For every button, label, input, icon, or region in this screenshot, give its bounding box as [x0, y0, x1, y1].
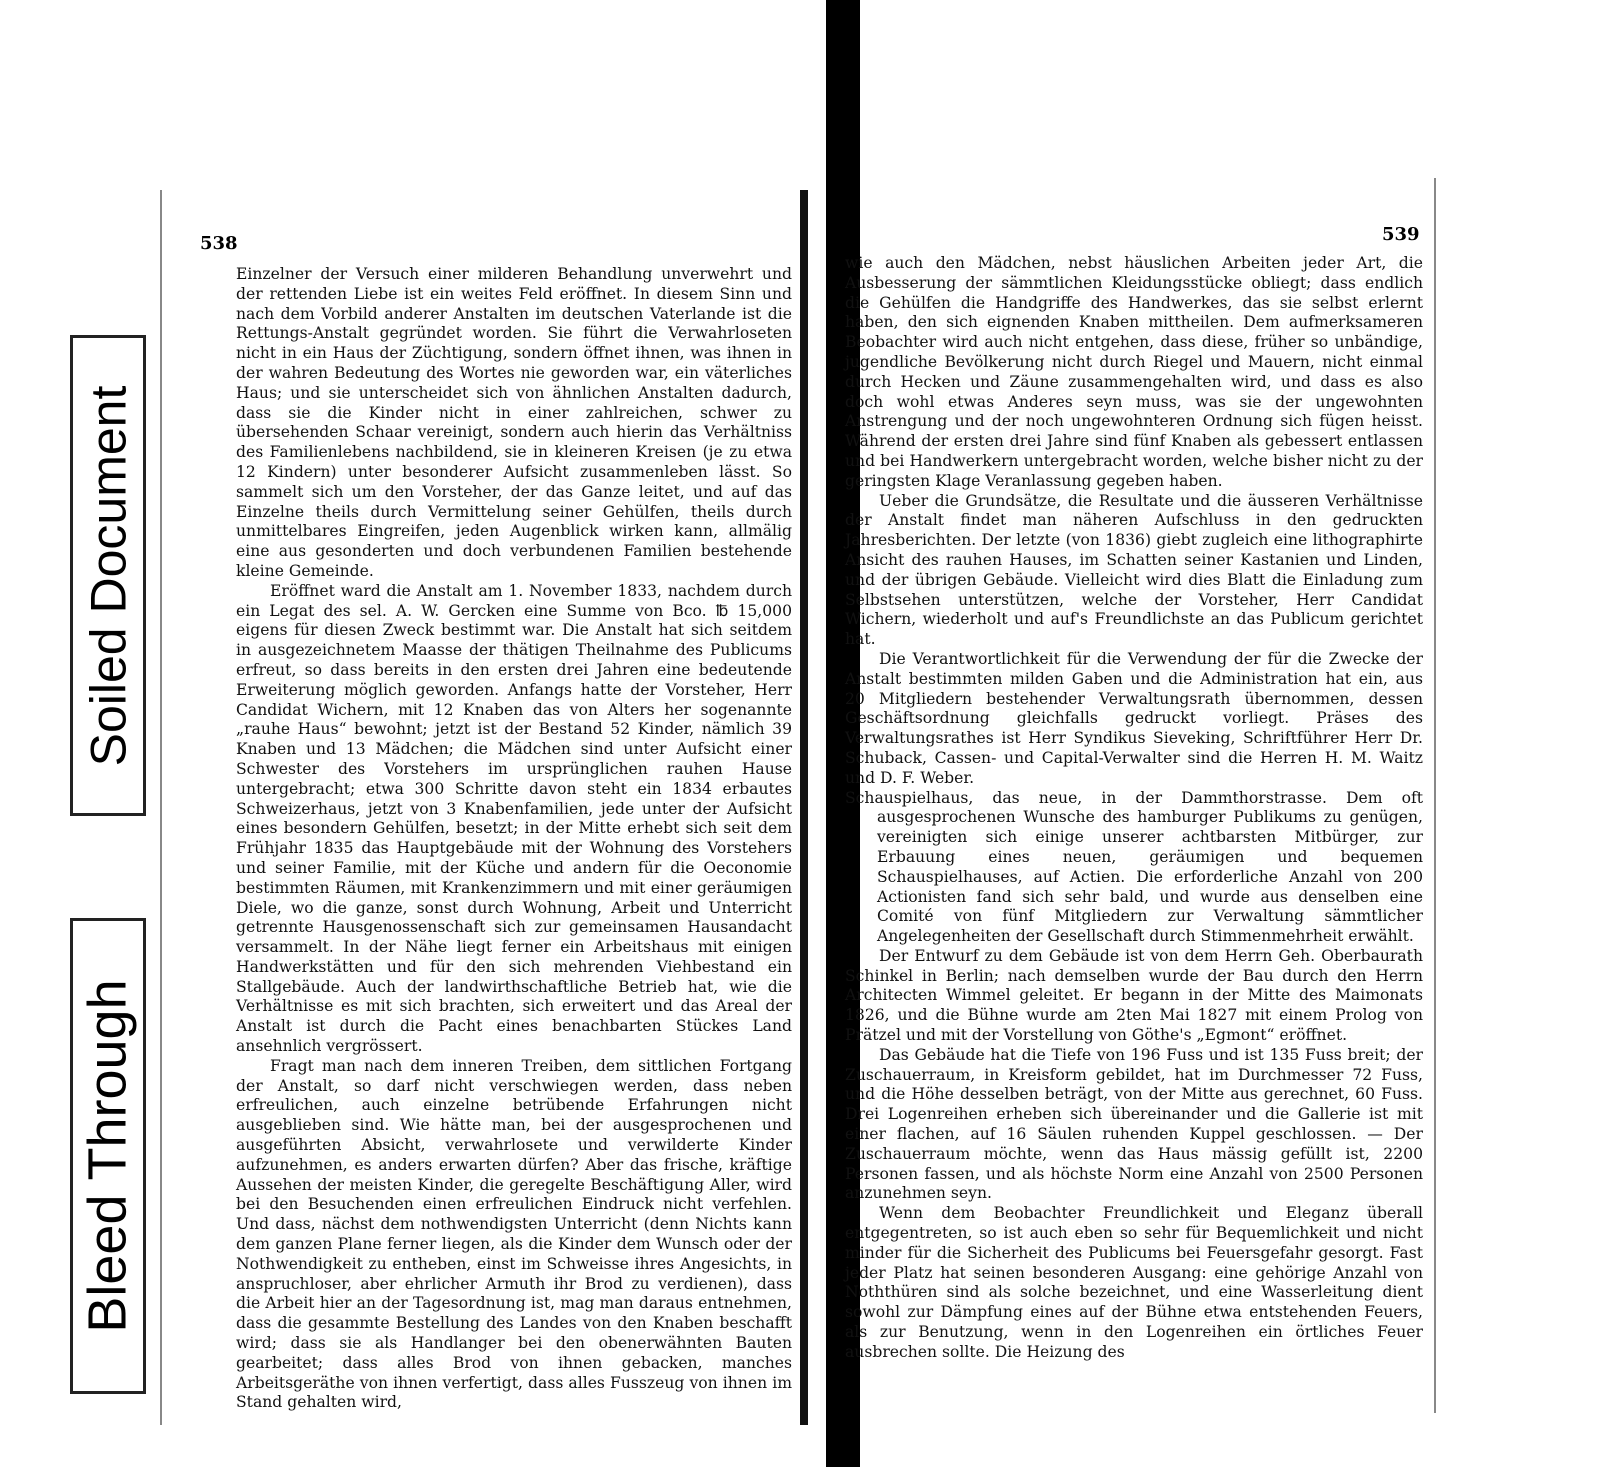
paragraph: Einzelner der Versuch einer milderen Behandlung unverwehrt und der rettenden Liebe ist ein weites Feld eröffnet. In diesem Sinn und nach dem Vorbild anderer Anstalten im deutschen Vaterlande ist die Rettungs-Anstalt gegründet worden. Sie führt die Verwahrloseten nicht in ein Haus der Züchtigung, sondern öffnet ihnen, was ihnen in der wahren Bedeutung des Wortes nie geworden war, ein väterliches Haus; und sie unterscheidet sich von ähnlichen Anstalten dadurch, dass sie die Kinder nicht in einer zahlreichen, schwer zu übersehenden Schaar vereinigt, sondern auch hierin das Verhältniss des Familienlebens nachbildend, sie in kleineren Kreisen (je zu etwa 12 Kindern) unter besonderer Aufsicht zusammenleben lässt. So sammelt sich um den Vorsteher, der das Ganze leitet, und auf das Einzelne theils durch Vermittelung seiner Gehülfen, theils durch unmittelbares Eingreifen, jeden Augenblick wirken kann, allmälig eine aus gesonderten und doch verbundenen Familien bestehende kleine Gemeinde.	[236, 265, 792, 580]
paragraph: Schauspielhaus, das neue, in der Dammthorstrasse. Dem oft ausgesprochenen Wunsche des hamburger Publikums zu genügen, vereinigten sich einige unserer achtbarsten Mitbürger, zur Erbauung eines neuen, geräumigen und bequemen Schauspielhauses, auf Actien. Die erforderliche Anzahl von 200 Actionisten fand sich sehr bald, und wurde aus denselben eine Comité von fünf Mitgliedern zur Verwaltung sämmtlicher Angelegenheiten der Gesellschaft durch Stimmenmehrheit erwählt.	[845, 788, 1423, 946]
paragraph: Eröffnet ward die Anstalt am 1. November 1833, nachdem durch ein Legat des sel. A. W. Gercken eine Summe von Bco. ℔ 15,000 eigens für diesen Zweck bestimmt war. Die Anstalt hat sich seitdem in ausgezeichnetem Maasse der thätigen Theilnahme des Publicums erfreut, so dass bereits in den ersten drei Jahren eine bedeutende Erweiterung möglich geworden. Anfangs hatte der Vorsteher, Herr Candidat Wichern, mit 12 Knaben das von Alters her sogenannte „rauhe Haus“ bewohnt; jetzt ist der Bestand 52 Kinder, nämlich 39 Knaben und 13 Mädchen; die Mädchen sind unter Aufsicht einer Schwester des Vorstehers im ursprünglichen rauhen Hause untergebracht; etwa 300 Schritte davon steht ein 1834 erbautes Schweizerhaus, jetzt von 3 Knabenfamilien, jede unter der Aufsicht eines besondern Gehülfen, besetzt; in der Mitte erhebt sich seit dem Frühjahr 1835 das Hauptgebäude mit der Wohnung des Vorstehers und seiner Familie, mit der Küche und andern für die Oeconomie bestimmten Räumen, mit Krankenzimmern und mit einer geräumigen Diele, wo die ganze, sonst durch Wohnung, Arbeit und Unterricht getrennte Hausgenossenschaft sich zur gemeinsamen Hausandacht versammelt. In der Nähe liegt ferner ein Arbeitshaus mit einigen Handwerkstätten und für den sich mehrenden Viehbestand ein Stallgebäude. Auch der landwirthschaftliche Betrieb hat, wie die Verhältnisse es mit sich brachten, sich erweitert und das Areal der Anstalt ist durch die Pacht eines benachbarten Stückes Land ansehnlich vergrössert.	[236, 581, 792, 1056]
paragraph: Das Gebäude hat die Tiefe von 196 Fuss und ist 135 Fuss breit; der Zuschauerraum, in Kreisform gebildet, hat im Durchmesser 72 Fuss, und die Höhe desselben beträgt, von der Mitte aus gerechnet, 60 Fuss. Drei Logenreihen erheben sich übereinander und die Gallerie ist mit einer flachen, auf 16 Säulen ruhenden Kuppel geschlossen. — Der Zuschauerraum möchte, wenn das Haus mässig gefüllt ist, 2200 Personen fassen, und als höchste Norm eine Anzahl von 2500 Personen anzunehmen seyn.	[845, 1045, 1423, 1203]
soiled-document-label	[70, 335, 146, 816]
paragraph: Die Verantwortlichkeit für die Verwendung der für die Zwecke der Anstalt bestimmten milden Gaben und die Administration hat ein, aus 20 Mitgliedern bestehender Verwaltungsrath übernommen, dessen Geschäftsordnung gleichfalls gedruckt vorliegt. Präses des Verwaltungsrathes ist Herr Syndikus Sieveking, Schriftführer Herr Dr. Schuback, Cassen- und Capital-Verwalter sind die Herren H. M. Waitz und D. F. Weber.	[845, 649, 1423, 787]
left-page-number: 538	[200, 233, 238, 254]
right-page-text	[845, 254, 1423, 1363]
paragraph: Wenn dem Beobachter Freundlichkeit und Eleganz überall entgegentreten, so ist auch eben so sehr für Bequemlichkeit und nicht minder für die Sicherheit des Publicums bei Feuersgefahr gesorgt. Fast jeder Platz hat seinen besonderen Ausgang: eine gehörige Anzahl von Noththüren sind als solche bezeichnet, und eine Wasserleitung dient sowohl zur Dämpfung eines auf der Bühne etwa entstehenden Feuers, als zur Benutzung, wenn in den Logenreihen ein örtliches Feuer ausbrechen sollte. Die Heizung des	[845, 1204, 1423, 1361]
bleed-through-label	[70, 918, 146, 1394]
right-page-number: 539	[1382, 224, 1420, 245]
paragraph: Fragt man nach dem inneren Treiben, dem sittlichen Fortgang der Anstalt, so darf nicht verschwiegen werden, dass neben erfreulichen, auch einzelne betrübende Erfahrungen nicht ausgeblieben sind. Wie hätte man, bei der ausgesprochenen und ausgeführten Absicht, verwahrlosete und verwilderte Kinder aufzunehmen, es anders erwarten dürfen? Aber das frische, kräftige Aussehen der meisten Kinder, die geregelte Beschäftigung Aller, wird bei den Besuchenden einen erfreulichen Eindruck nicht verfehlen. Und dass, nächst dem nothwendigsten Unterricht (denn Nichts kann dem ganzen Plane ferner liegen, als die Kinder dem Wunsch oder der Nothwendigkeit zu entheben, einst im Schweisse ihres Angesichts, in anspruchloser, aber ehrlicher Armuth ihr Brod zu verdienen), dass die Arbeit hier an der Tagesordnung ist, mag man daraus entnehmen, dass die gesammte Bestellung des Landes von den Knaben beschafft wird; dass sie als Handlanger bei den obenerwähnten Bauten gearbeitet; dass alles Brod von ihnen gebacken, manches Arbeitsgeräthe von ihnen verfertigt, dass alles Fusszeug von ihnen im Stand gehalten wird,	[236, 1056, 792, 1412]
left-page-edge	[800, 190, 808, 1425]
soiled-document-text: Soiled Document	[80, 385, 137, 766]
bleed-through-text: Bleed Through	[78, 979, 138, 1333]
paragraph: wie auch den Mädchen, nebst häuslichen Arbeiten jeder Art, die Ausbesserung der sämmtlichen Kleidungsstücke obliegt; dass endlich die Gehülfen die Handgriffe des Handwerkes, das sie selbst erlernt haben, den sich eignenden Knaben mittheilen. Dem aufmerksameren Beobachter wird auch nicht entgehen, dass diese, früher so unbändige, jugendliche Bevölkerung nicht durch Riegel und Mauern, nicht einmal durch Hecken und Zäune zusammengehalten wird, und dass es also doch wohl etwas Anderes seyn muss, was sie der ungewohnten Anstrengung und der noch ungewohnteren Ordnung sich fügen heisst. Während der ersten drei Jahre sind fünf Knaben als gebessert entlassen und bei Handwerkern untergebracht worden, welche bisher nicht zu der geringsten Klage Veranlassung gegeben haben.	[845, 254, 1423, 490]
paragraph: Der Entwurf zu dem Gebäude ist von dem Herrn Geh. Oberbaurath Schinkel in Berlin; nach demselben wurde der Bau durch den Herrn Architecten Wimmel geleitet. Er begann in der Mitte des Maimonats 1826, und die Bühne wurde am 2ten Mai 1827 mit einem Prolog von Prätzel und mit der Vorstellung von Göthe's „Egmont“ eröffnet.	[845, 946, 1423, 1045]
left-page-text	[236, 265, 792, 1413]
paragraph: Ueber die Grundsätze, die Resultate und die äusseren Verhältnisse der Anstalt findet man näheren Aufschluss in den gedruckten Jahresberichten. Der letzte (von 1836) giebt zugleich eine lithographirte Ansicht des rauhen Hauses, im Schatten seiner Kastanien und Linden, und der übrigen Gebäude. Vielleicht wird dies Blatt die Einladung zum Selbstsehen unterstützen, welche der Vorsteher, Herr Candidat Wichern, wiederholt und auf's Freundlichste an das Publicum gerichtet hat.	[845, 491, 1423, 649]
